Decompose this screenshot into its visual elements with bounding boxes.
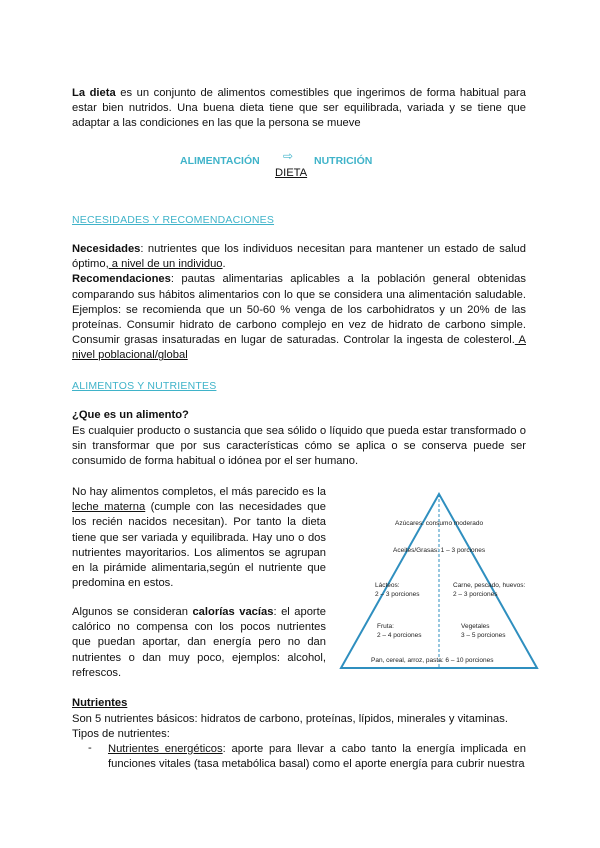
concept-right: NUTRICIÓN [314, 155, 373, 167]
pyramid-fruit-portions: 2 – 4 porciones [377, 632, 422, 639]
intro-text: es un conjunto de alimentos comestibles que ingerimos de forma habitual para estar bien nutridos. Una buena dieta tiene que ser equilibrada, variada y se tiene que adaptar a las condiciones en las que la persona se mueve [72, 87, 526, 130]
empty-calories-term: calorías vacías [192, 606, 274, 618]
concept-arrow-icon: ⇨ [283, 149, 294, 163]
needs-link[interactable]: a nivel de un individuo [108, 258, 223, 271]
food-definition: Es cualquier producto o sustancia que sea sólido o líquido que pueda estar transformado o sin transformar que por sus características cómo se aplica o se conserva puede ser consumido de forma habitual o idónea por el ser humano. [72, 425, 526, 468]
breast-milk-link: leche materna [72, 501, 146, 514]
empty-calories-paragraph [72, 605, 326, 681]
food-pyramid [335, 490, 543, 672]
bullet-dash: - [88, 742, 92, 754]
needs-end: . [222, 258, 226, 271]
nutrients-heading: Nutrientes [72, 697, 128, 709]
section-heading-necesidades: NECESIDADES Y RECOMENDACIONES [72, 214, 275, 226]
pyramid-dairy-portions: 2 – 3 porciones [375, 591, 420, 598]
pyramid-veg-portions: 3 – 5 porciones [461, 632, 506, 639]
energy-nutrients-text: : aporte para llevar a cabo tanto la energía implicada en funciones vitales (tasa metabólica basal) como el aporte energía para cubrir nuestra [108, 743, 526, 771]
pyramid-fats: Aceites/Grasas: 1 – 3 porciones [393, 547, 486, 554]
pyramid-meat-portions: 2 – 3 porciones [453, 591, 498, 598]
complete-foods-text-a: No hay alimentos completos, el más parecido es la [72, 486, 326, 498]
nutrient-types-label: Tipos de nutrientes: [72, 728, 170, 741]
recommendations-link[interactable]: A nivel poblacional/global [72, 334, 526, 362]
needs-text: : nutrientes que los individuos necesitan para mantener un estado de salud óptimo, [72, 243, 526, 271]
energy-nutrients-term: Nutrientes energéticos [108, 743, 223, 755]
recommendations-term: Recomendaciones [72, 273, 171, 286]
pyramid-veg-name: Vegetales [461, 623, 490, 630]
empty-calories-text-b: : el aporte calórico no compensa con los pocos nutrientes que puedan aportar, dan energía pero no dan nutrientes o dan muy poco, ejemplos: alcohol, refrescos. [72, 606, 326, 679]
empty-calories-text-a: Algunos se consideran [72, 606, 193, 618]
recommendations-text: : pautas alimentarias aplicables a la población general obtenidas comparando sus hábitos alimentarios con lo que se considera una alimentación saludable. Ejemplos: se recomienda que un 50-60 % venga de los carbohidratos y un 20% de las proteínas. Consumir hidrato de carbono complejo en vez de hidrato de carbono simple. Consumir grasas insaturadas en lugar de saturadas. Controlar la ingesta de colesterol. [72, 273, 526, 347]
nutrients-text [72, 712, 526, 742]
pyramid-fruit-name: Fruta: [377, 623, 394, 630]
pyramid-dairy-name: Lácteos: [375, 582, 400, 589]
energy-nutrients-item [108, 742, 526, 772]
pyramid-meat-name: Carne, pescado, huevos: [453, 582, 526, 589]
concept-below: DIETA [275, 167, 308, 179]
pyramid-base: Pan, cereal, arroz, pasta: 6 – 10 porciones [371, 657, 494, 664]
intro-term: La dieta [72, 87, 116, 99]
section-heading-alimentos: ALIMENTOS Y NUTRIENTES [72, 380, 217, 392]
complete-foods-text-b: (cumple con las necesidades que los recién nacidos necesitan). Por tanto la dieta tiene que ser variada y equilibrada. Hay uno o dos nutrientes mayoritarios. Los alimentos se agrupan en la pirámide alimentaria,según el nutriente que predomina en estos. [72, 501, 326, 590]
needs-term: Necesidades [72, 243, 141, 255]
concept-left: ALIMENTACIÓN [180, 155, 260, 167]
food-question: ¿Que es un alimento? [72, 409, 189, 421]
pyramid-top: Azúcares: consumo moderado [395, 520, 484, 527]
complete-foods-paragraph [72, 485, 326, 591]
nutrients-intro: Son 5 nutrientes básicos: hidratos de carbono, proteínas, lípidos, minerales y vitaminas. [72, 713, 508, 725]
needs-paragraph [72, 242, 526, 364]
intro-paragraph [72, 86, 526, 132]
